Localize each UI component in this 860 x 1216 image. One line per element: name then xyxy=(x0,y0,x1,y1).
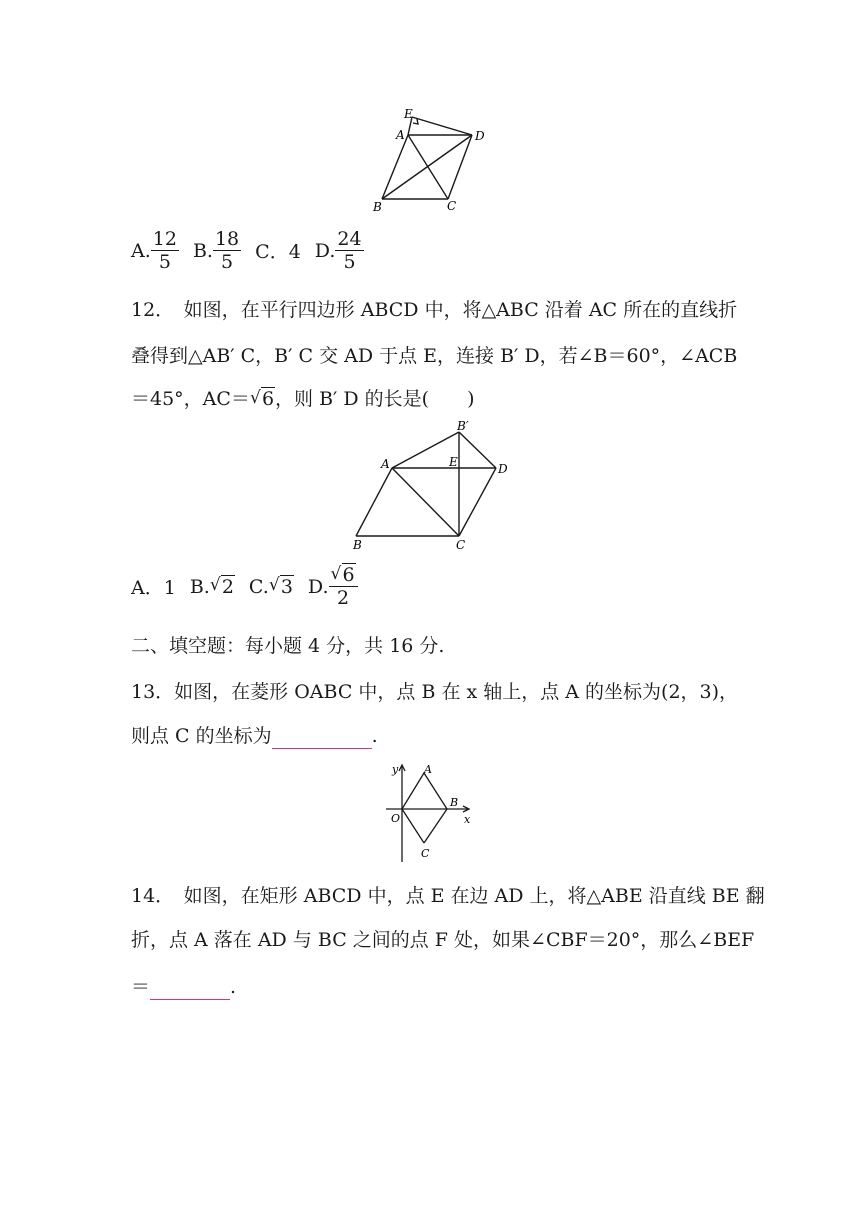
label-b: B xyxy=(450,796,459,809)
label-c: C xyxy=(447,199,457,213)
figure-q12 xyxy=(348,420,518,555)
figure-q11 xyxy=(368,104,498,216)
segment-b-prime-d xyxy=(459,432,496,468)
segment-ac xyxy=(392,468,459,536)
segment-ed xyxy=(412,117,472,135)
label-d: D xyxy=(498,462,508,476)
label-e: E xyxy=(449,455,458,469)
label-a: A xyxy=(396,128,405,142)
option-b-label: B. xyxy=(192,239,213,262)
option-a-fraction: $\frac{12}{5}$ xyxy=(152,228,177,273)
label-b: B xyxy=(373,200,382,214)
option-d-fraction: √ $\frac{6}{2}$ xyxy=(329,564,358,609)
label-a: A xyxy=(424,763,432,776)
figure-q13 xyxy=(358,758,482,866)
option-c-sqrt: √ 3 xyxy=(269,576,294,598)
option-b-sqrt: √ 2 xyxy=(210,576,235,598)
label-d: D xyxy=(475,129,485,143)
option-a: A．1 xyxy=(131,577,176,599)
label-b-prime: B′ xyxy=(457,420,469,433)
q14-line3: ＝ . xyxy=(131,976,237,998)
q14-line1: 14． 如图，在矩形 ABCD 中，点 E 在边 AD 上，将△ABE 沿直线 BE 翻 xyxy=(131,885,765,907)
option-c: C．4 xyxy=(255,241,301,263)
q12-options xyxy=(131,564,358,609)
option-d-label: D. xyxy=(314,239,336,262)
sqrt-6: √ 6 xyxy=(250,387,275,411)
segment-ab xyxy=(424,773,447,809)
q12-line1: 12． 如图，在平行四边形 ABCD 中，将△ABC 沿着 AC 所在的直线折 xyxy=(131,299,738,321)
segment-co xyxy=(402,809,424,843)
option-d-fraction: $\frac{24}{5}$ xyxy=(337,228,362,273)
segment-cd xyxy=(448,135,472,199)
segment-cd xyxy=(459,468,496,536)
segment-oa xyxy=(402,773,424,809)
answer-blank-q14[interactable] xyxy=(150,975,230,1000)
option-b-fraction: $\frac{18}{5}$ xyxy=(214,228,240,273)
option-d-label: D. xyxy=(307,575,329,598)
label-e: E xyxy=(404,107,413,121)
q13-line2: 则点 C 的坐标为 . xyxy=(131,725,378,747)
answer-blank-q13[interactable] xyxy=(272,724,372,749)
option-c-label: C. xyxy=(248,575,269,598)
label-o: O xyxy=(391,812,401,825)
q12-line2: 叠得到△AB′ C，B′ C 交 AD 于点 E，连接 B′ D，若∠B＝60°，∠ACB xyxy=(131,345,738,367)
segment-bc xyxy=(424,809,447,843)
section-heading: 二、填空题：每小题 4 分，共 16 分. xyxy=(131,635,445,657)
label-y: y xyxy=(392,763,399,776)
label-a: A xyxy=(381,457,390,471)
q11-options xyxy=(131,228,364,273)
segment-ab xyxy=(356,468,392,536)
label-c: C xyxy=(456,538,466,552)
q14-line2: 折，点 A 落在 AD 与 BC 之间的点 F 处，如果∠CBF＝20°，那么∠BEF xyxy=(131,929,755,951)
q12-line3: ＝45°，AC＝√ 6，则 B′ D 的长是( ) xyxy=(131,387,475,411)
label-x: x xyxy=(464,813,471,826)
right-angle-mark xyxy=(413,119,418,124)
label-c: C xyxy=(421,847,430,860)
option-a-label: A. xyxy=(131,239,151,262)
q13-line1: 13．如图，在菱形 OABC 中，点 B 在 x 轴上，点 A 的坐标为(2，3)， xyxy=(131,681,739,703)
label-b: B xyxy=(353,538,362,552)
option-b-label: B. xyxy=(189,575,210,598)
